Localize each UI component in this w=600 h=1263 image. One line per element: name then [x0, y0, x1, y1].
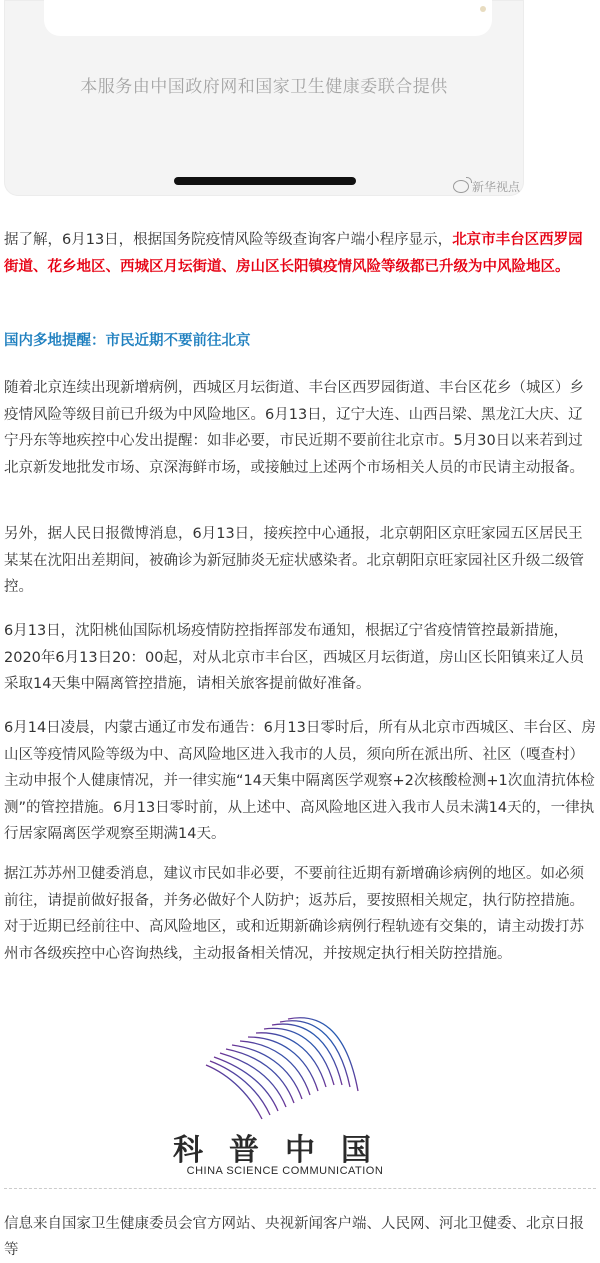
paragraph-1: [4, 227, 596, 280]
paragraph-5: 6月14日凌晨，内蒙古通辽市发布通告：6月13日零时后，所有从北京市西城区、丰台区、房山区等疫情风险等级为中、高风险地区进入我市的人员，须向所在派出所、社区（嘎查村）主动申报个人健康情况，并一律实施“14天集中隔离医学观察+2次核酸检测+1次血清抗体检测”的管控措施。6月13日零时前，从上述中、高风险地区进入我市人员未满14天的，一律执行居家隔离医学观察至期满14天。: [4, 720, 596, 842]
kepu-china-logo: [160, 1015, 410, 1175]
service-note: 本服务由中国政府网和国家卫生健康委联合提供: [80, 77, 448, 97]
home-indicator-bar: [174, 177, 356, 185]
corner-dot: [480, 6, 486, 12]
screenshot-content-panel: [44, 0, 492, 36]
embedded-screenshot: [4, 0, 524, 196]
weibo-icon: [453, 180, 469, 193]
logo-wave-mark: [200, 1015, 370, 1123]
logo-chinese-name: 科普中国: [173, 1133, 397, 1168]
section-heading: 国内多地提醒：市民近期不要前往北京: [4, 333, 251, 349]
paragraph-4: 6月13日，沈阳桃仙国际机场疫情防控指挥部发布通知，根据辽宁省疫情管控最新措施，2020年6月13日20：00起，对从北京市丰台区，西城区月坛街道，房山区长阳镇来辽人员采取14天集中隔离管控措施，请相关旅客提前做好准备。: [4, 623, 584, 692]
paragraph-1-text: 据了解，6月13日，根据国务院疫情风险等级查询客户端小程序显示，: [4, 232, 453, 248]
watermark-label: 新华视点: [471, 180, 520, 194]
paragraph-1-highlight: 北京市丰台区西罗园街道、花乡地区、西城区月坛街道、房山区长阳镇疫情风险等级都已升级为中风险地区。: [4, 232, 583, 275]
paragraph-3: 另外，据人民日报微博消息，6月13日，接疾控中心通报，北京朝阳区京旺家园五区居民王某某在沈阳出差期间，被确诊为新冠肺炎无症状感染者。北京朝阳京旺家园社区升级二级管控。: [4, 526, 584, 595]
footer-divider: [4, 1188, 596, 1189]
source-note: 信息来自国家卫生健康委员会官方网站、央视新闻客户端、人民网、河北卫健委、北京日报等: [4, 1215, 584, 1258]
paragraph-6: 据江苏苏州卫健委消息，建议市民如非必要，不要前往近期有新增确诊病例的地区。如必须前往，请提前做好报备，并务必做好个人防护；返苏后，要按照相关规定，执行防控措施。对于近期已经前往中、高风险地区，或和近期新确诊病例行程轨迹有交集的，请主动拨打苏州市各级疾控中心咨询热线，主动报备相关情况，并按规定执行相关防控措施。: [4, 866, 584, 962]
logo-english-name: CHINA SCIENCE COMMUNICATION: [186, 1165, 384, 1177]
paragraph-2: 随着北京连续出现新增病例，西城区月坛街道、丰台区西罗园街道、丰台区花乡（城区）乡疫情风险等级目前已升级为中风险地区。6月13日，辽宁大连、山西吕梁、黑龙江大庆、辽宁丹东等地疾控中心发出提醒：如非必要，市民近期不要前往北京市。5月30日以来若到过北京新发地批发市场、京深海鲜市场，或接触过上述两个市场相关人员的市民请主动报备。: [4, 380, 584, 476]
source-watermark: [453, 178, 520, 195]
